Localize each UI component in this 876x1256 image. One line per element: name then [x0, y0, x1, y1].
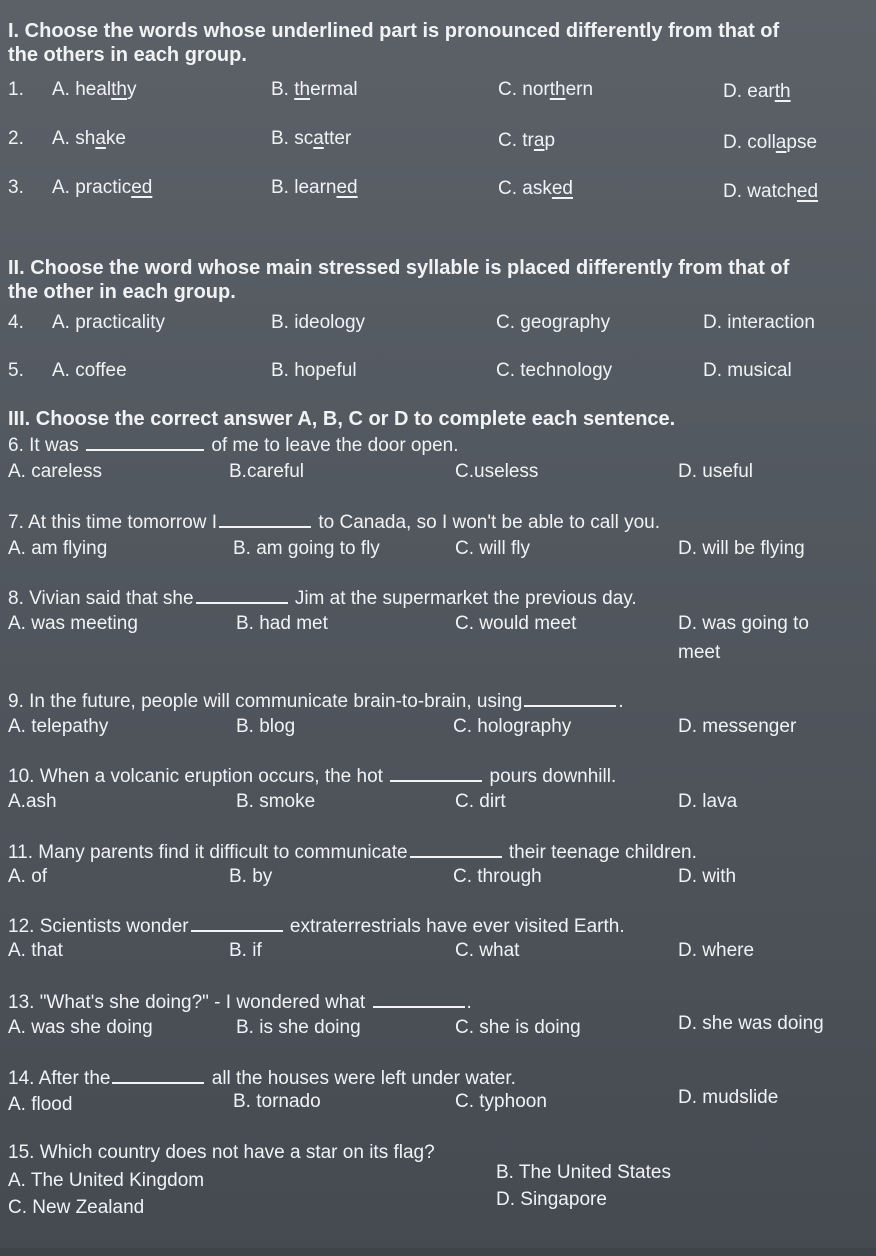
q4-option-b[interactable]: B. ideology: [271, 312, 366, 333]
q15-option-b[interactable]: B. The United States: [496, 1162, 671, 1183]
q6-option-d[interactable]: D. useful: [678, 461, 753, 482]
q15-option-a[interactable]: A. The United Kingdom: [8, 1170, 205, 1191]
screen-bottom-edge: [0, 1248, 876, 1256]
q4-number: 4.: [8, 312, 24, 333]
q14-stem: 14. After the all the houses were left under water.: [8, 1068, 516, 1089]
q2-number: 2.: [8, 128, 24, 149]
q11-stem: 11. Many parents find it difficult to communicate their teenage children.: [8, 842, 697, 863]
q8-option-d[interactable]: D. was going to: [678, 613, 809, 634]
q10-option-c[interactable]: C. dirt: [455, 791, 506, 812]
section-2-title-line2: the other in each group.: [8, 281, 236, 303]
q13-blank[interactable]: [373, 990, 465, 1008]
q10-option-b[interactable]: B. smoke: [236, 791, 316, 812]
q1-option-c[interactable]: C. northern: [498, 79, 594, 100]
q3-option-a[interactable]: A. practiced: [52, 177, 153, 198]
q11-option-b[interactable]: B. by: [229, 866, 273, 887]
q5-option-d[interactable]: D. musical: [703, 360, 792, 381]
q9-option-b[interactable]: B. blog: [236, 716, 296, 737]
q6-stem: 6. It was of me to leave the door open.: [8, 435, 459, 456]
q2-option-a[interactable]: A. shake: [52, 128, 126, 149]
q13-option-c[interactable]: C. she is doing: [455, 1017, 581, 1038]
q7-stem: 7. At this time tomorrow I to Canada, so I won't be able to call you.: [8, 512, 660, 533]
q9-blank[interactable]: [524, 689, 616, 707]
q13-stem: 13. "What's she doing?" - I wondered what .: [8, 992, 472, 1013]
q8-option-a[interactable]: A. was meeting: [8, 613, 138, 634]
q3-option-d[interactable]: D. watched: [723, 181, 819, 202]
q11-option-d[interactable]: D. with: [678, 866, 737, 887]
q12-option-c[interactable]: C. what: [455, 940, 520, 961]
q15-stem: 15. Which country does not have a star on its flag?: [8, 1142, 435, 1163]
q5-number: 5.: [8, 360, 24, 381]
q13-option-a[interactable]: A. was she doing: [8, 1017, 153, 1038]
q10-stem: 10. When a volcanic eruption occurs, the hot pours downhill.: [8, 766, 617, 787]
q11-option-a[interactable]: A. of: [8, 866, 48, 887]
q8-option-b[interactable]: B. had met: [236, 613, 328, 634]
q8-stem: 8. Vivian said that she Jim at the supermarket the previous day.: [8, 588, 637, 609]
q6-option-b[interactable]: B.careful: [229, 461, 304, 482]
q1-option-a[interactable]: A. healthy: [52, 79, 137, 100]
q5-option-c[interactable]: C. technology: [496, 360, 613, 381]
q9-stem: 9. In the future, people will communicate brain-to-brain, using .: [8, 691, 624, 712]
q14-option-a[interactable]: A. flood: [8, 1094, 73, 1115]
q8-option-c[interactable]: C. would meet: [455, 613, 577, 634]
q9-option-c[interactable]: C. holography: [453, 716, 572, 737]
q7-option-d[interactable]: D. will be flying: [678, 538, 805, 559]
section-2-title-line1: II. Choose the word whose main stressed syllable is placed differently from that of: [8, 257, 790, 279]
q7-option-b[interactable]: B. am going to fly: [233, 538, 380, 559]
q12-option-d[interactable]: D. where: [678, 940, 755, 961]
q14-option-d[interactable]: D. mudslide: [678, 1087, 779, 1108]
q12-stem: 12. Scientists wonder extraterrestrials have ever visited Earth.: [8, 916, 625, 937]
q15-option-d[interactable]: D. Singapore: [496, 1189, 607, 1210]
q4-option-a[interactable]: A. practicality: [52, 312, 165, 333]
q9-option-d[interactable]: D. messenger: [678, 716, 797, 737]
q7-blank[interactable]: [219, 510, 311, 528]
q10-option-d[interactable]: D. lava: [678, 791, 738, 812]
q5-option-b[interactable]: B. hopeful: [271, 360, 357, 381]
q3-number: 3.: [8, 177, 24, 198]
q1-number: 1.: [8, 79, 24, 100]
q1-option-b[interactable]: B. thermal: [271, 79, 358, 100]
q4-option-c[interactable]: C. geography: [496, 312, 611, 333]
q2-option-d[interactable]: D. collapse: [723, 132, 818, 153]
q14-option-b[interactable]: B. tornado: [233, 1091, 321, 1112]
q8-blank[interactable]: [196, 586, 288, 604]
q11-option-c[interactable]: C. through: [453, 866, 542, 887]
q6-option-c[interactable]: C.useless: [455, 461, 539, 482]
q2-option-c[interactable]: C. trap: [498, 130, 556, 151]
q2-option-b[interactable]: B. scatter: [271, 128, 352, 149]
q14-option-c[interactable]: C. typhoon: [455, 1091, 547, 1112]
q12-option-a[interactable]: A. that: [8, 940, 63, 961]
q10-option-a[interactable]: A.ash: [8, 791, 57, 812]
q7-option-a[interactable]: A. am flying: [8, 538, 108, 559]
q9-option-a[interactable]: A. telepathy: [8, 716, 109, 737]
section-1-title-line2: the others in each group.: [8, 44, 247, 66]
q10-blank[interactable]: [390, 764, 482, 782]
q6-option-a[interactable]: A. careless: [8, 461, 102, 482]
q12-option-b[interactable]: B. if: [229, 940, 262, 961]
q7-option-c[interactable]: C. will fly: [455, 538, 530, 559]
q5-option-a[interactable]: A. coffee: [52, 360, 127, 381]
q8-option-d-cont: meet: [678, 642, 721, 663]
q13-option-d[interactable]: D. she was doing: [678, 1013, 824, 1034]
q14-blank[interactable]: [112, 1066, 204, 1084]
q4-option-d[interactable]: D. interaction: [703, 312, 815, 333]
q1-option-d[interactable]: D. earth: [723, 81, 791, 102]
q12-blank[interactable]: [191, 914, 283, 932]
section-1-title-line1: I. Choose the words whose underlined part is pronounced differently from that of: [8, 20, 780, 42]
q15-option-c[interactable]: C. New Zealand: [8, 1197, 145, 1218]
q11-blank[interactable]: [410, 840, 502, 858]
section-3-title: III. Choose the correct answer A, B, C or D to complete each sentence.: [8, 408, 676, 430]
q6-blank[interactable]: [86, 433, 204, 451]
q3-option-b[interactable]: B. learned: [271, 177, 358, 198]
q13-option-b[interactable]: B. is she doing: [236, 1017, 361, 1038]
q3-option-c[interactable]: C. asked: [498, 178, 573, 199]
